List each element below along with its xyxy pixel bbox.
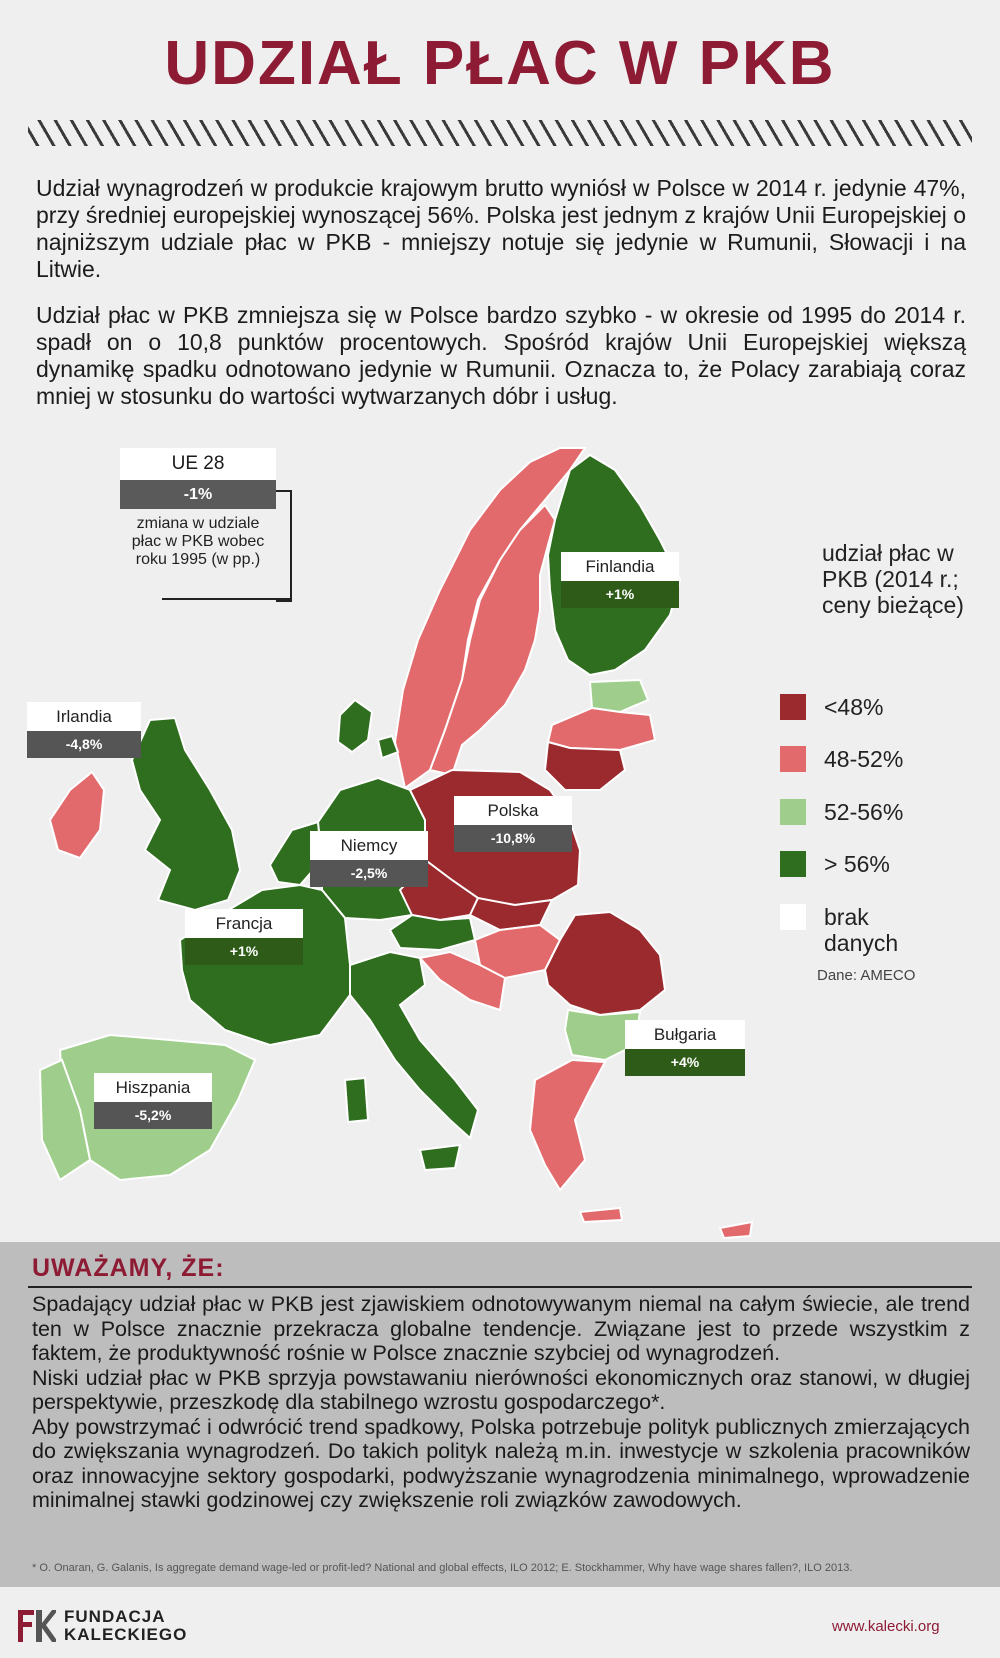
country-austria xyxy=(390,915,475,950)
footnote: * O. Onaran, G. Galanis, Is aggregate demand wage-led or profit-led? National and global effects, ILO 2012; E. Stockhammer, Why have wage shares fallen?, ILO 2013. xyxy=(32,1562,853,1574)
ue28-bracket-line xyxy=(162,598,290,600)
legend-item xyxy=(780,694,883,721)
logo-line-2: KALECKIEGO xyxy=(64,1625,188,1644)
legend-label: 48-52% xyxy=(824,746,904,772)
callout-value: -5,2% xyxy=(94,1102,212,1129)
callout-value: -10,8% xyxy=(454,825,572,852)
logo-icon xyxy=(14,1606,56,1646)
logo[interactable] xyxy=(14,1606,187,1646)
ue28-value: -1% xyxy=(120,480,276,509)
decorative-stripes xyxy=(28,120,972,146)
callout-name: Polska xyxy=(454,796,572,825)
callout-name: Bułgaria xyxy=(625,1020,745,1049)
callout-value: +1% xyxy=(561,581,679,608)
data-source: Dane: AMECO xyxy=(817,967,916,984)
callout-value: -2,5% xyxy=(310,860,428,887)
intro-paragraph-1: Udział wynagrodzeń w produkcie krajowym brutto wyniósł w Polsce w 2014 r. jedynie 47%, przy średniej europejskiej wynoszącej 56%. Polska jest jednym z krajów Unii Europejskiej o najniższym udziale płac w PKB - mniejszy notuje się jedynie w Rumunii, Słowacji i na Litwie. xyxy=(36,175,966,282)
island-sicily xyxy=(420,1145,460,1170)
callout-name: Finlandia xyxy=(561,552,679,581)
callout-value: -4,8% xyxy=(27,731,141,758)
country-greece xyxy=(530,1060,605,1190)
country-uk xyxy=(132,718,240,910)
ue28-callout xyxy=(120,448,276,509)
country-ireland xyxy=(50,772,104,858)
ue28-bracket xyxy=(276,490,292,602)
callout-value: +4% xyxy=(625,1049,745,1076)
country-lithuania xyxy=(545,742,625,790)
legend-label: > 56% xyxy=(824,851,890,877)
callout-ireland xyxy=(27,702,141,758)
country-romania xyxy=(545,912,665,1015)
logo-line-1: FUNDACJA xyxy=(64,1607,166,1626)
island-crete xyxy=(580,1208,622,1222)
opinion-heading: UWAŻAMY, ŻE: xyxy=(32,1254,225,1282)
callout-germany xyxy=(310,831,428,887)
country-estonia xyxy=(590,680,648,712)
legend-swatch xyxy=(780,851,806,877)
callout-name: Irlandia xyxy=(27,702,141,731)
opinion-paragraph: Spadający udział płac w PKB jest zjawiskiem odnotowywanym niemal na całym świecie, ale trend ten w Polsce znacznie przekracza globalne tendencje. Związane jest to przede wszystkim z faktem, że produktywność rośnie w Polsce znacznie szybciej od wynagrodzeń. xyxy=(32,1292,970,1365)
legend-item xyxy=(780,851,890,878)
ue28-note: zmiana w udziale płac w PKB wobec roku 1995 (w pp.) xyxy=(131,515,265,568)
legend-label: <48% xyxy=(824,694,884,720)
logo-text xyxy=(64,1608,187,1644)
callout-name: Hiszpania xyxy=(94,1073,212,1102)
website-link[interactable]: www.kalecki.org xyxy=(832,1618,940,1635)
page-title: UDZIAŁ PŁAC W PKB xyxy=(164,29,836,98)
country-latvia xyxy=(548,708,655,750)
legend-item xyxy=(780,904,930,956)
opinion-text xyxy=(32,1292,970,1513)
country-denmark xyxy=(338,700,372,752)
callout-name: Niemcy xyxy=(310,831,428,860)
legend-swatch xyxy=(780,746,806,772)
legend-item xyxy=(780,746,903,773)
ue28-name: UE 28 xyxy=(120,448,276,480)
callout-france xyxy=(185,909,303,965)
legend-swatch xyxy=(780,694,806,720)
island-cyprus xyxy=(720,1222,752,1238)
legend-label: 52-56% xyxy=(824,799,904,825)
callout-value: +1% xyxy=(185,938,303,965)
legend-label: brak danych xyxy=(824,904,899,956)
callout-name: Francja xyxy=(185,909,303,938)
callout-finland xyxy=(561,552,679,608)
divider xyxy=(28,1286,972,1288)
intro-paragraph-2: Udział płac w PKB zmniejsza się w Polsce bardzo szybko - w okresie od 1995 do 2014 r. spadł on o 10,8 punktów procentowych. Spośród krajów Unii Europejskiej większą dynamikę spadku odnotowano jedynie w Rumunii. Oznacza to, że Polacy zarabiają coraz mniej w stosunku do wartości wytwarzanych dóbr i usług. xyxy=(36,302,966,409)
legend-item xyxy=(780,799,903,826)
legend-swatch xyxy=(780,799,806,825)
callout-spain xyxy=(94,1073,212,1129)
legend-swatch xyxy=(780,904,806,930)
opinion-paragraph: Niski udział płac w PKB sprzyja powstawaniu nierówności ekonomicznych oraz stanowi, w długiej perspektywie, przeszkodę dla stabilnego wzrostu gospodarczego*. xyxy=(32,1365,970,1414)
callout-poland xyxy=(454,796,572,852)
opinion-paragraph: Aby powstrzymać i odwrócić trend spadkowy, Polska potrzebuje polityk publicznych zmierzających do zwiększania wynagrodzeń. Do takich polityk należą m.in. inwestycje w szkolenia pracowników oraz innowacyjne sektory gospodarki, podwyższanie wynagrodzenia minimalnego, wprowadzenie minimalnej stawki godzinowej czy zwiększenie roli związków zawodowych. xyxy=(32,1414,970,1512)
callout-bulgaria xyxy=(625,1020,745,1076)
island-sardinia xyxy=(345,1078,368,1122)
legend-title: udział płac w PKB (2014 r.; ceny bieżące) xyxy=(822,540,964,618)
